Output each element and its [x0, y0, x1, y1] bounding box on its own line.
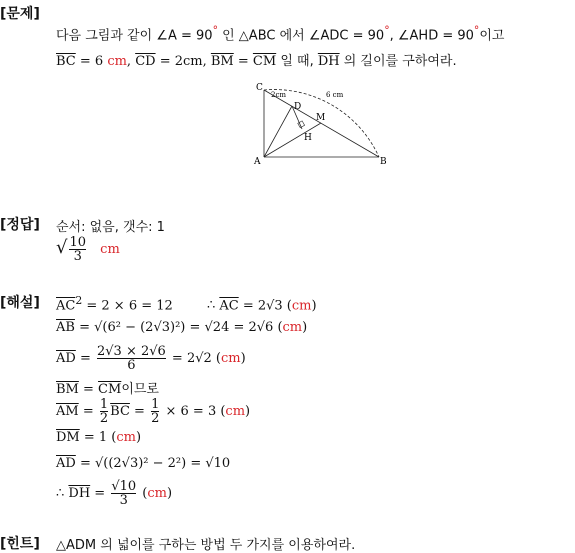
segment-ad [264, 106, 292, 157]
answer-numerator: 10 [69, 235, 87, 250]
answer-label: [정답] [0, 217, 40, 233]
solution-line-7: $\overline{AD} = √((2√3)^2 - 2^2) = √10$ [56, 456, 231, 471]
problem-text: 의 길이를 구하여라. [339, 54, 457, 69]
solution-line-3: $\overline{AD}$ = $\frac{2√3 \times 2√6}{6}$ = 2√2 (cm) [56, 344, 246, 373]
label-6cm: 6 cm [326, 91, 344, 99]
problem-line-1 [56, 24, 504, 43]
problem-text: = [233, 54, 253, 69]
degree-mark: ° [473, 24, 480, 37]
label-b: B [380, 157, 387, 167]
label-d: D [294, 102, 302, 112]
segment-am [264, 123, 321, 157]
label-c: C [256, 83, 263, 93]
segment-cm: $\overline{CM}$ [252, 54, 277, 69]
unit-cm: cm [107, 54, 127, 69]
solution-line-2: $\overline{AB} = √(6^2 - (2√3)^2) = √24 = 2√6$ (cm) [56, 320, 308, 335]
segment-bc: $\overline{BC}$ [56, 54, 76, 69]
problem-text: = 6 [75, 54, 108, 69]
problem-text: = 2cm, [155, 54, 211, 69]
segment-bm: $\overline{BM}$ [210, 54, 234, 69]
segment-dh: $\overline{DH}$ [317, 54, 340, 69]
triangle-figure [250, 80, 400, 170]
hint-text: △ADM 의 넓이를 구하는 방법 두 가지를 이용하여라. [56, 538, 356, 553]
label-a: A [254, 157, 261, 167]
degree-mark: ° [212, 24, 218, 37]
label-m: M [316, 113, 326, 123]
problem-text: , ∠AHD = 90 [389, 28, 474, 44]
problem-text: 다음 그림과 같이 ∠A = 90 [56, 28, 213, 44]
solution-line-4: $\overline{BM} = \overline{CM}$이므로 [56, 382, 159, 397]
answer-unit: cm [100, 242, 120, 257]
answer-meta: 순서: 없음, 갯수: 1 [56, 220, 165, 235]
problem-line-2: $\overline{BC} = 6$ cm, $\overline{CD} = 2cm$, $\overline{BM} = \overline{CM}$ 일 때, $\overline{DH}$ 의 길이를 구하여라. [56, 54, 457, 69]
hint-label: [힌트] [0, 536, 40, 552]
answer-denominator: 3 [69, 249, 86, 263]
answer-value: √ $\frac{10}{3}$ cm [56, 235, 120, 264]
problem-text: 일 때, [276, 54, 318, 69]
degree-mark: ° [384, 24, 390, 37]
solution-line-5: $\overline{AM}$ = $\frac{1}{2}$ $\overline{BC}$ = $\frac{1}{2}$ × 6 = 3 (cm) [56, 397, 251, 426]
label-h: H [304, 133, 312, 143]
solution-line-1: $\overline{AC}^2 = 2 \times 6 = 12$ ∴ $\overline{AC} = 2√3$ (cm) [56, 294, 317, 314]
solution-line-6: $\overline{DM} = 1$ (cm) [56, 430, 142, 445]
solution-line-8: ∴ $\overline{DH}$ = $\frac{√10}{3}$ (cm) [56, 479, 173, 508]
segment-cd: $\overline{CD}$ [135, 54, 156, 69]
solution-label: [해설] [0, 295, 40, 311]
label-2cm: 2cm [271, 91, 287, 99]
problem-label: [문제] [0, 6, 40, 22]
problem-text: 인 △ABC 에서 ∠ADC = 90 [217, 28, 385, 44]
problem-text: 이고 [479, 28, 505, 44]
